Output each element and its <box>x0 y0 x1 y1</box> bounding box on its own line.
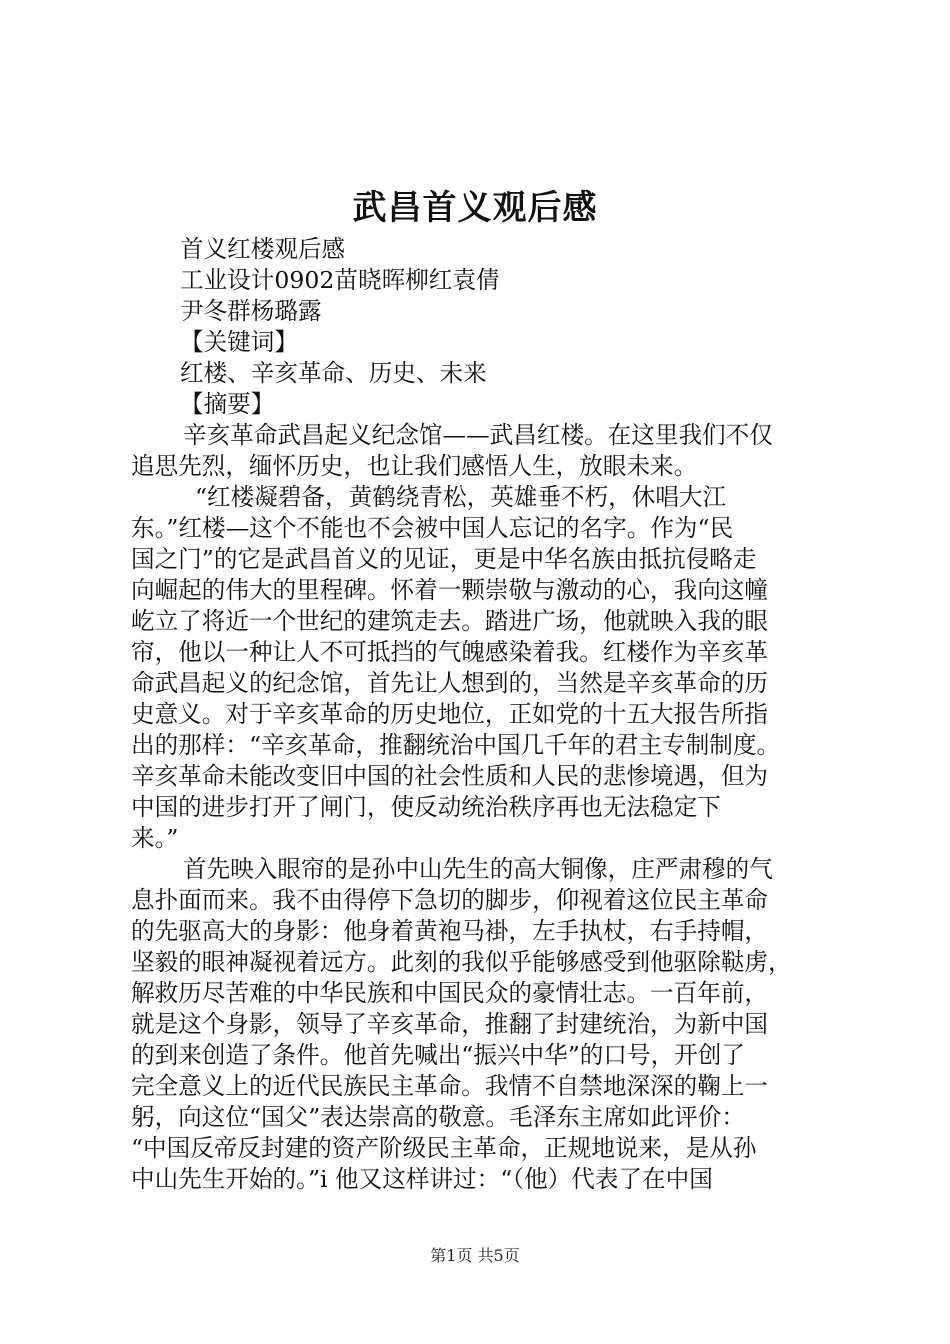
paragraph-line: 息扑面而来。我不由得停下急切的脚步，仰视着这位民主革命 <box>131 886 769 914</box>
paragraph-line: 来。” <box>131 824 179 852</box>
subtitle-line: 首义红楼观后感 <box>180 235 346 263</box>
paragraph-line: 躬，向这位“国父”表达崇高的敬意。毛泽东主席如此评价： <box>131 1103 745 1131</box>
paragraph-line: 出的那样：“辛亥革命，推翻统治中国几千年的君主专制制度。 <box>131 731 781 759</box>
paragraph-line: 中国的进步打开了闸门，使反动统治秩序再也无法稳定下 <box>131 793 721 821</box>
abstract-heading: 【摘要】 <box>180 390 275 418</box>
paragraph-2 <box>131 482 831 854</box>
authors-line-2: 尹冬群杨璐露 <box>180 297 322 325</box>
paragraph-line: 首先映入眼帘的是孙中山先生的高大铜像，庄严肃穆的气 <box>183 855 773 883</box>
paragraph-line: 解救历尽苦难的中华民族和中国民众的豪情壮志。一百年前， <box>131 979 769 1007</box>
paragraph-line: 坚毅的眼神凝视着远方。此刻的我似乎能够感受到他驱除鞑虏， <box>131 948 792 976</box>
paragraph-line: 屹立了将近一个世纪的建筑走去。踏进广场，他就映入我的眼 <box>131 607 769 635</box>
paragraph-line: 完全意义上的近代民族民主革命。我情不自禁地深深的鞠上一 <box>131 1072 769 1100</box>
page-number-footer: 第1页 共5页 <box>430 1246 520 1265</box>
paragraph-line: 就是这个身影，领导了辛亥革命，推翻了封建统治，为新中国 <box>131 1010 769 1038</box>
paragraph-line: 国之门”的它是武昌首义的见证，更是中华名族由抵抗侵略走 <box>131 545 757 573</box>
paragraph-line: 向崛起的伟大的里程碑。怀着一颗崇敬与激动的心，我向这幢 <box>131 576 769 604</box>
document-title: 武昌首义观后感 <box>352 188 598 228</box>
authors-line: 工业设计0902苗晓晖柳红袁倩 <box>180 266 500 294</box>
paragraph-line: 中山先生开始的。”i 他又这样讲过：“（他）代表了在中国 <box>131 1165 713 1193</box>
paragraph-line: 命武昌起义的纪念馆，首先让人想到的，当然是辛亥革命的历 <box>131 669 769 697</box>
document-body <box>131 234 831 1195</box>
paragraph-line: 辛亥革命未能改变旧中国的社会性质和人民的悲惨境遇，但为 <box>131 762 769 790</box>
paragraph-line: 追思先烈，缅怀历史，也让我们感悟人生，放眼未来。 <box>131 452 698 480</box>
paragraph-line: “红楼凝碧备，黄鹤绕青松，英雄垂不朽，休唱大江 <box>195 483 727 511</box>
paragraph-line: 的到来创造了条件。他首先喊出“振兴中华”的口号，开创了 <box>131 1041 745 1069</box>
paragraph-1 <box>131 420 831 482</box>
keywords-heading: 【关键词】 <box>180 328 298 356</box>
paragraph-line: 史意义。对于辛亥革命的历史地位，正如党的十五大报告所指 <box>131 700 769 728</box>
paragraph-line: 的先驱高大的身影：他身着黄袍马褂，左手执杖，右手持帽， <box>131 917 769 945</box>
paragraph-line: 帘，他以一种让人不可抵挡的气魄感染着我。红楼作为辛亥革 <box>131 638 769 666</box>
keywords-line: 红楼、辛亥革命、历史、未来 <box>180 359 487 387</box>
paragraph-line: 东。”红楼—这个不能也不会被中国人忘记的名字。作为“民 <box>131 514 734 542</box>
paragraph-line: 辛亥革命武昌起义纪念馆——武昌红楼。在这里我们不仅 <box>183 421 773 449</box>
paragraph-3 <box>131 854 831 1195</box>
paragraph-line: “中国反帝反封建的资产阶级民主革命，正规地说来，是从孙 <box>131 1134 757 1162</box>
